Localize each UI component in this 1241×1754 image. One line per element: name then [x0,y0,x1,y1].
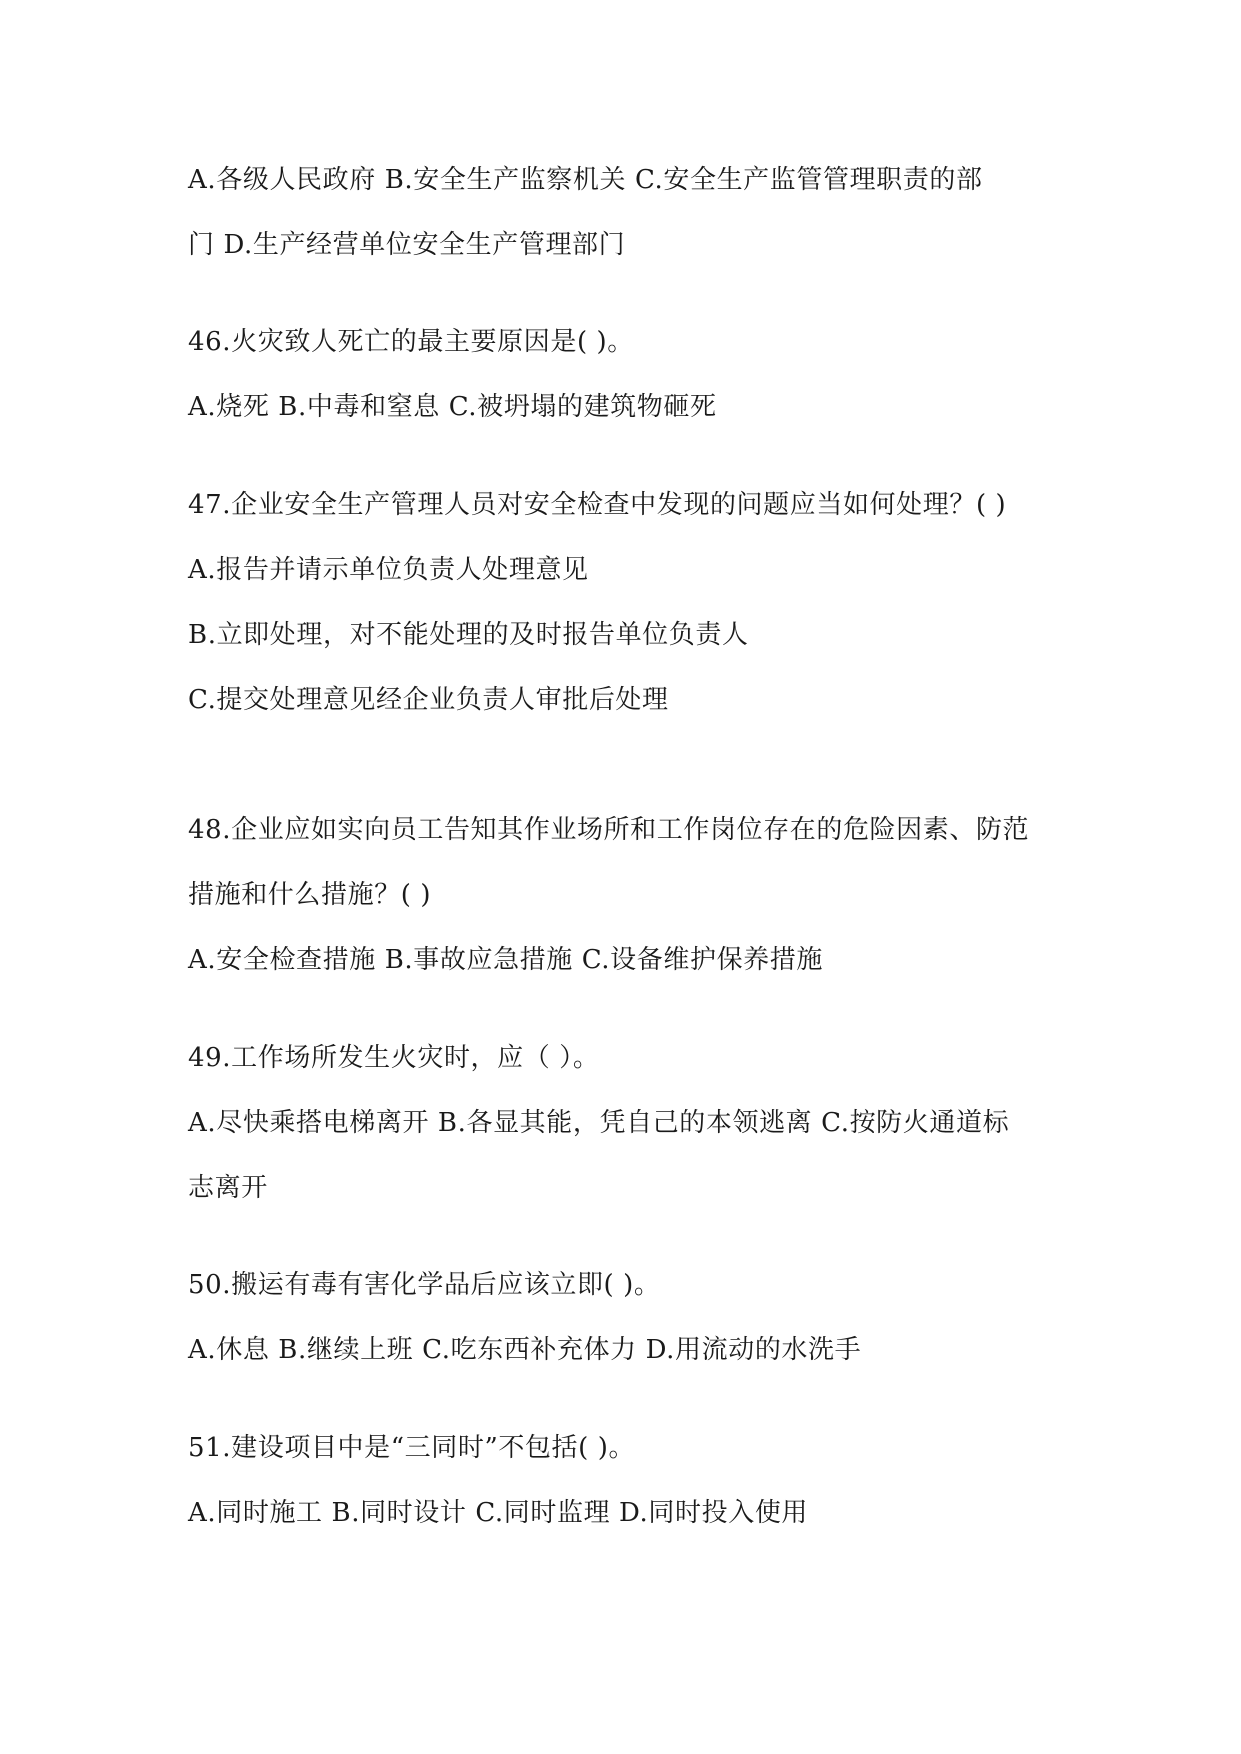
q49-options-line-2: 志离开 [188,1173,268,1203]
q48-question-line-2: 措施和什么措施？( ) [188,880,432,910]
q45-options-line-1: A.各级人民政府 B.安全生产监察机关 C.安全生产监管管理职责的部 [188,165,983,195]
q50-question: 50.搬运有毒有害化学品后应该立即( )。 [188,1270,661,1300]
q46-options: A.烧死 B.中毒和窒息 C.被坍塌的建筑物砸死 [188,392,717,422]
q47-option-b: B.立即处理，对不能处理的及时报告单位负责人 [188,620,749,650]
q47-option-c: C.提交处理意见经企业负责人审批后处理 [188,685,669,715]
q47-option-a: A.报告并请示单位负责人处理意见 [188,555,589,585]
q49-options-line-1: A.尽快乘搭电梯离开 B.各显其能，凭自己的本领逃离 C.按防火通道标 [188,1108,1010,1138]
q51-question: 51.建设项目中是“三同时”不包括( )。 [188,1433,636,1463]
q47-question: 47.企业安全生产管理人员对安全检查中发现的问题应当如何处理？( ) [188,490,1007,520]
q46-question: 46.火灾致人死亡的最主要原因是( )。 [188,327,634,357]
q45-options-line-2: 门 D.生产经营单位安全生产管理部门 [188,230,626,260]
q48-question-line-1: 48.企业应如实向员工告知其作业场所和工作岗位存在的危险因素、防范 [188,815,1030,845]
q48-options: A.安全检查措施 B.事故应急措施 C.设备维护保养措施 [188,945,823,975]
q49-question: 49.工作场所发生火灾时，应（ ）。 [188,1043,600,1073]
q50-options: A.休息 B.继续上班 C.吃东西补充体力 D.用流动的水洗手 [188,1335,862,1365]
q51-options: A.同时施工 B.同时设计 C.同时监理 D.同时投入使用 [188,1498,809,1528]
